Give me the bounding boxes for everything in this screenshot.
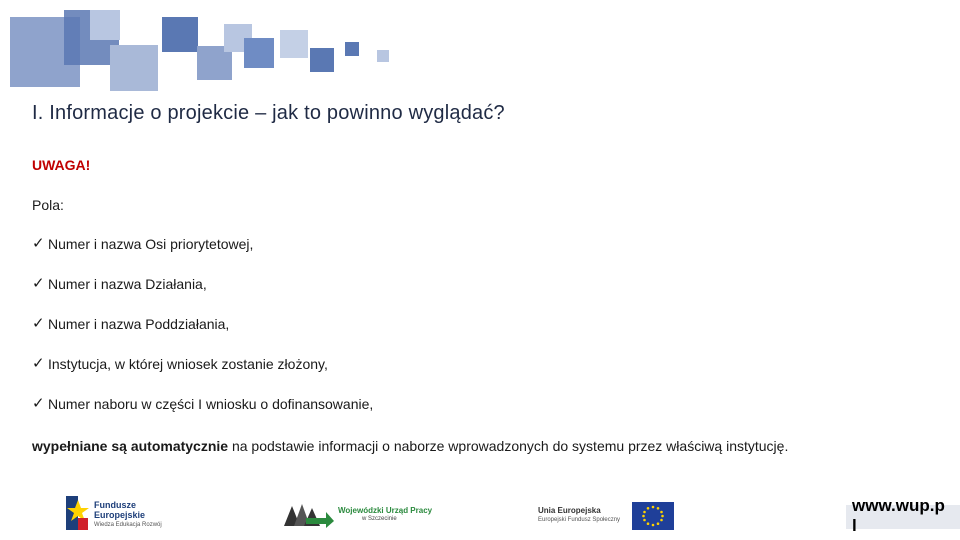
checkmark-icon: ✓ bbox=[32, 275, 45, 292]
square bbox=[377, 50, 389, 62]
fundusze-europejskie-logo bbox=[66, 496, 178, 532]
list-item bbox=[32, 236, 373, 276]
square bbox=[310, 48, 334, 72]
page-title: I. Informacje o projekcie – jak to powinno wyglądać? bbox=[32, 102, 505, 124]
checkmark-icon: ✓ bbox=[32, 355, 45, 372]
eu-fund: Europejski Fundusz Społeczny bbox=[538, 517, 621, 523]
fe-star-icon bbox=[66, 496, 90, 530]
square bbox=[110, 45, 158, 91]
square bbox=[345, 42, 359, 56]
summary-bold: wypełniane są automatycznie bbox=[32, 438, 229, 454]
website-url[interactable]: www.wup.p l bbox=[852, 496, 945, 535]
wup-city: w Szczecinie bbox=[362, 516, 397, 522]
list-item-text: Numer i nazwa Działania, bbox=[48, 276, 207, 292]
summary-text bbox=[32, 438, 788, 454]
fe-line1: Fundusze bbox=[94, 500, 136, 510]
checkmark-icon: ✓ bbox=[32, 315, 45, 332]
eu-logo bbox=[538, 500, 678, 532]
warning-label: UWAGA! bbox=[32, 157, 91, 173]
checkmark-icon: ✓ bbox=[32, 395, 45, 412]
summary-rest: na podstawie informacji o naborze wprowadzonych do systemu przez właściwą instytucję. bbox=[228, 438, 789, 454]
fe-title bbox=[94, 500, 145, 520]
eu-flag-icon bbox=[632, 502, 674, 530]
eu-name: Unia Europejska bbox=[538, 506, 601, 515]
wup-name: Wojewódzki Urząd Pracy bbox=[338, 506, 433, 515]
list-item-text: Numer i nazwa Poddziałania, bbox=[48, 316, 230, 332]
list-item-text: Instytucja, w której wniosek zostanie złożony, bbox=[48, 356, 328, 372]
square bbox=[244, 38, 274, 68]
field-list bbox=[32, 236, 373, 436]
fe-subtitle: Wiedza Edukacja Rozwój bbox=[94, 522, 162, 528]
wup-logo bbox=[282, 500, 432, 530]
list-item bbox=[32, 316, 373, 356]
list-item-text: Numer i nazwa Osi priorytetowej, bbox=[48, 236, 254, 252]
list-item bbox=[32, 276, 373, 316]
square bbox=[280, 30, 308, 58]
square bbox=[90, 10, 120, 40]
list-item bbox=[32, 396, 373, 436]
wup-emblem-icon bbox=[282, 500, 334, 528]
fields-label: Pola: bbox=[32, 197, 64, 213]
square bbox=[162, 17, 198, 52]
list-item-text: Numer naboru w części I wniosku o dofinansowanie, bbox=[48, 396, 374, 412]
list-item bbox=[32, 356, 373, 396]
checkmark-icon: ✓ bbox=[32, 235, 45, 252]
fe-line2: Europejskie bbox=[94, 510, 146, 520]
